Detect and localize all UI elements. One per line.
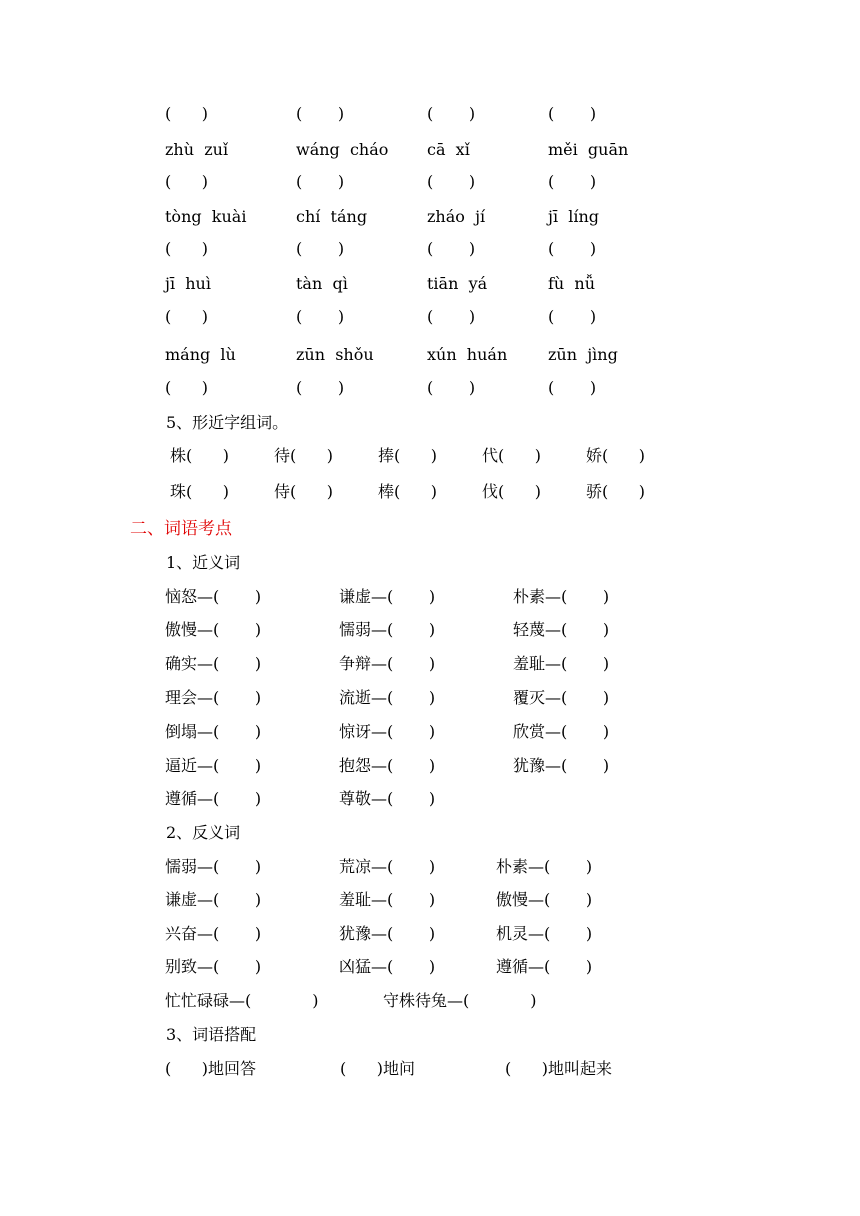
paren-blank: ( )	[296, 307, 345, 326]
word-blank: 确实—( )	[165, 654, 262, 673]
word-blank: 傲慢—( )	[165, 620, 262, 639]
paren-blank: ( )	[165, 104, 208, 123]
paren-blank: ( )	[427, 104, 476, 123]
pinyin-text: jī líng	[548, 207, 600, 226]
char-blank: 棒( )	[378, 482, 438, 501]
char-blank: 捧( )	[378, 446, 438, 465]
paren-blank: ( )	[548, 307, 597, 326]
paren-blank: ( )	[427, 378, 476, 397]
paren-blank: ( )	[296, 378, 345, 397]
word-blank: 抱怨—( )	[339, 756, 436, 775]
word-blank: 朴素—( )	[513, 587, 610, 606]
paren-blank: ( )	[548, 104, 597, 123]
word-blank: 覆灭—( )	[513, 688, 610, 707]
word-blank: 守株待兔—( )	[383, 991, 537, 1010]
pinyin-text: měi guān	[548, 140, 629, 159]
word-blank: 别致—( )	[165, 957, 262, 976]
pinyin-text: fù nǚ	[548, 274, 596, 293]
word-blank: 轻蔑—( )	[513, 620, 610, 639]
word-blank: 兴奋—( )	[165, 924, 262, 943]
pinyin-text: wáng cháo	[296, 140, 389, 159]
collocation-blank: ( )地回答	[165, 1059, 257, 1078]
word-blank: 懦弱—( )	[339, 620, 436, 639]
word-blank: 机灵—( )	[496, 924, 593, 943]
collocation-blank: ( )地叫起来	[505, 1059, 613, 1078]
word-blank: 羞耻—( )	[339, 890, 436, 909]
word-blank: 流逝—( )	[339, 688, 436, 707]
word-blank: 朴素—( )	[496, 857, 593, 876]
char-blank: 伐( )	[482, 482, 542, 501]
word-blank: 遵循—( )	[496, 957, 593, 976]
word-blank: 凶猛—( )	[339, 957, 436, 976]
pinyin-text: chí táng	[296, 207, 368, 226]
word-blank: 争辩—( )	[339, 654, 436, 673]
collocation-blank: ( )地问	[340, 1059, 416, 1078]
char-blank: 骄( )	[586, 482, 646, 501]
subsection-title: 3、词语搭配	[166, 1025, 257, 1044]
paren-blank: ( )	[296, 104, 345, 123]
char-blank: 珠( )	[170, 482, 230, 501]
word-blank: 谦虚—( )	[165, 890, 262, 909]
pinyin-text: zūn shǒu	[296, 345, 374, 364]
pinyin-text: tiān yá	[427, 274, 488, 293]
char-blank: 代( )	[482, 446, 542, 465]
section-title: 二、词语考点	[130, 519, 232, 539]
paren-blank: ( )	[165, 307, 208, 326]
word-blank: 犹豫—( )	[513, 756, 610, 775]
pinyin-text: zhù zuǐ	[165, 140, 229, 159]
word-blank: 逼近—( )	[165, 756, 262, 775]
paren-blank: ( )	[165, 239, 208, 258]
paren-blank: ( )	[548, 239, 597, 258]
word-blank: 倒塌—( )	[165, 722, 262, 741]
paren-blank: ( )	[427, 239, 476, 258]
pinyin-text: xún huán	[427, 345, 508, 364]
subsection-title: 2、反义词	[166, 823, 241, 842]
question-title: 5、形近字组词。	[166, 413, 289, 432]
pinyin-text: jī huì	[165, 274, 211, 293]
word-blank: 理会—( )	[165, 688, 262, 707]
pinyin-text: zūn jìng	[548, 345, 618, 364]
paren-blank: ( )	[165, 172, 208, 191]
word-blank: 遵循—( )	[165, 789, 262, 808]
word-blank: 傲慢—( )	[496, 890, 593, 909]
paren-blank: ( )	[296, 172, 345, 191]
word-blank: 懦弱—( )	[165, 857, 262, 876]
pinyin-text: tòng kuài	[165, 207, 247, 226]
subsection-title: 1、近义词	[166, 553, 241, 572]
char-blank: 侍( )	[274, 482, 334, 501]
pinyin-text: tàn qì	[296, 274, 348, 293]
paren-blank: ( )	[296, 239, 345, 258]
word-blank: 忙忙碌碌—( )	[165, 991, 319, 1010]
word-blank: 欣赏—( )	[513, 722, 610, 741]
paren-blank: ( )	[427, 307, 476, 326]
paren-blank: ( )	[548, 172, 597, 191]
char-blank: 株( )	[170, 446, 230, 465]
word-blank: 谦虚—( )	[339, 587, 436, 606]
paren-blank: ( )	[165, 378, 208, 397]
word-blank: 恼怒—( )	[165, 587, 262, 606]
pinyin-text: máng lù	[165, 345, 236, 364]
char-blank: 待( )	[274, 446, 334, 465]
char-blank: 娇( )	[586, 446, 646, 465]
word-blank: 荒凉—( )	[339, 857, 436, 876]
word-blank: 犹豫—( )	[339, 924, 436, 943]
paren-blank: ( )	[427, 172, 476, 191]
pinyin-text: cā xǐ	[427, 140, 470, 159]
pinyin-text: zháo jí	[427, 207, 486, 226]
paren-blank: ( )	[548, 378, 597, 397]
word-blank: 羞耻—( )	[513, 654, 610, 673]
word-blank: 惊讶—( )	[339, 722, 436, 741]
word-blank: 尊敬—( )	[339, 789, 436, 808]
